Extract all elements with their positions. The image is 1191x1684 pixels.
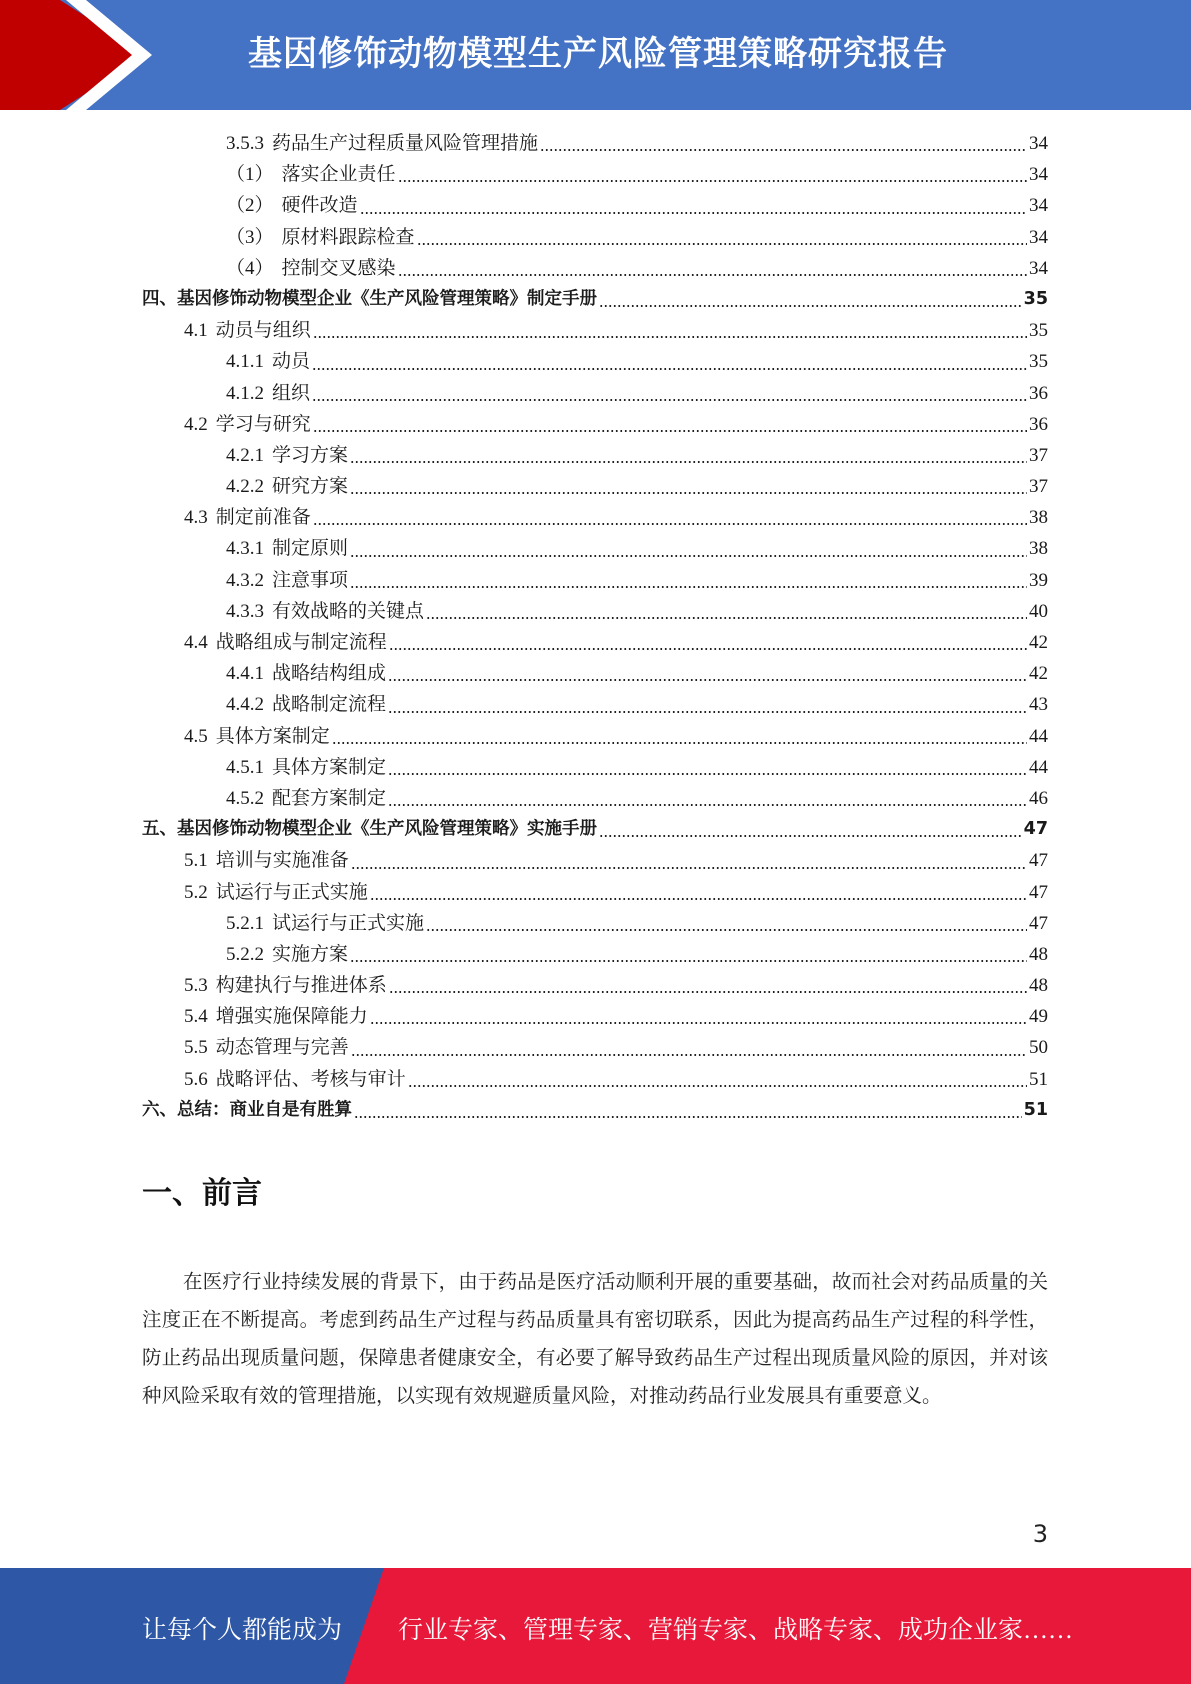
toc-entry-title: 学习方案 <box>272 444 349 466</box>
toc-dot-leader <box>350 960 1027 962</box>
toc-dot-leader <box>417 243 1027 245</box>
toc-entry-number: （3） <box>226 226 274 248</box>
toc-entry-title: 制定前准备 <box>215 507 311 529</box>
toc-entry[interactable] <box>142 689 1048 720</box>
toc-entry[interactable] <box>142 970 1048 1001</box>
toc-entry-number: 4.2.2 <box>226 476 264 498</box>
toc-entry-page: 47 <box>1029 912 1048 934</box>
toc-entry-number: 5.4 <box>184 1006 208 1028</box>
toc-entry-title: 组织 <box>272 382 311 404</box>
toc-entry-page: 39 <box>1029 569 1048 591</box>
toc-entry[interactable] <box>142 752 1048 783</box>
report-title: 基因修饰动物模型生产风险管理策略研究报告 <box>248 34 948 74</box>
toc-entry-page: 44 <box>1029 756 1048 778</box>
toc-dot-leader <box>351 867 1027 869</box>
toc-entry-number: 4.3 <box>184 507 208 529</box>
toc-entry-number: 4.1 <box>184 320 208 342</box>
header-banner <box>0 0 1191 110</box>
toc-entry[interactable] <box>142 565 1048 596</box>
toc-entry[interactable] <box>142 1032 1048 1063</box>
page-number: 3 <box>1032 1520 1048 1548</box>
toc-entry-number: 5.2 <box>184 881 208 903</box>
toc-entry-number: 5.2.2 <box>226 943 264 965</box>
toc-entry-number: 4.1.1 <box>226 351 264 373</box>
footer-slogan-left: 让每个人都能成为 <box>142 1617 343 1644</box>
toc-entry[interactable] <box>142 1064 1048 1095</box>
toc-entry-number: 4.5 <box>184 725 208 747</box>
toc-entry-page: 47 <box>1023 819 1048 840</box>
toc-dot-leader <box>360 212 1027 214</box>
toc-entry-title: 配套方案制定 <box>272 787 387 809</box>
toc-entry-title: 学习与研究 <box>215 413 311 435</box>
toc-entry[interactable] <box>142 222 1048 253</box>
toc-entry-page: 44 <box>1029 725 1048 747</box>
toc-dot-leader <box>388 679 1027 681</box>
toc-entry[interactable] <box>142 502 1048 533</box>
toc-dot-leader <box>354 1116 1022 1118</box>
toc-dot-leader <box>350 461 1027 463</box>
toc-entry[interactable] <box>142 908 1048 939</box>
toc-entry[interactable] <box>142 190 1048 221</box>
toc-entry-number: 4.5.2 <box>226 787 264 809</box>
toc-dot-leader <box>313 336 1027 338</box>
toc-entry-page: 37 <box>1029 476 1048 498</box>
toc-entry[interactable] <box>142 814 1048 845</box>
toc-entry[interactable] <box>142 159 1048 190</box>
toc-entry[interactable] <box>142 440 1048 471</box>
toc-entry-title: 四、基因修饰动物模型企业《生产风险管理策略》制定手册 <box>142 288 597 309</box>
toc-entry[interactable] <box>142 253 1048 284</box>
toc-entry-number: 4.3.2 <box>226 569 264 591</box>
toc-entry-page: 35 <box>1023 288 1048 309</box>
toc-entry-page: 48 <box>1029 943 1048 965</box>
toc-entry-title: 注意事项 <box>272 569 349 591</box>
toc-entry-page: 51 <box>1023 1099 1048 1120</box>
toc-dot-leader <box>370 898 1027 900</box>
toc-dot-leader <box>389 991 1027 993</box>
toc-entry-title: 原材料跟踪检查 <box>281 226 415 248</box>
toc-dot-leader <box>388 773 1027 775</box>
toc-entry-title: 试运行与正式实施 <box>272 912 425 934</box>
toc-entry-page: 49 <box>1029 1006 1048 1028</box>
toc-dot-leader <box>313 430 1027 432</box>
toc-entry-title: 具体方案制定 <box>215 725 330 747</box>
toc-entry-number: 4.3.3 <box>226 600 264 622</box>
toc-dot-leader <box>388 711 1027 713</box>
toc-entry-page: 36 <box>1029 413 1048 435</box>
toc-entry-title: 战略组成与制定流程 <box>215 632 387 653</box>
toc-entry-page: 34 <box>1029 195 1048 217</box>
toc-entry[interactable] <box>142 721 1048 752</box>
toc-entry[interactable] <box>142 1095 1048 1126</box>
toc-entry[interactable] <box>142 596 1048 627</box>
toc-entry-title: 药品生产过程质量风险管理措施 <box>272 133 539 154</box>
toc-dot-leader <box>332 742 1027 744</box>
footer-banner <box>0 1568 1191 1684</box>
toc-entry-page: 51 <box>1029 1068 1048 1090</box>
toc-entry-title: 具体方案制定 <box>272 756 387 778</box>
toc-entry[interactable] <box>142 627 1048 658</box>
toc-entry-page: 38 <box>1029 507 1048 529</box>
toc-entry-title: 动员 <box>272 351 311 373</box>
toc-entry[interactable] <box>142 1001 1048 1032</box>
toc-entry-number: 5.3 <box>184 975 208 997</box>
toc-entry[interactable] <box>142 284 1048 315</box>
toc-entry-page: 37 <box>1029 444 1048 466</box>
toc-dot-leader <box>599 305 1022 307</box>
toc-entry-title: 战略评估、考核与审计 <box>215 1068 406 1090</box>
toc-entry-page: 38 <box>1029 538 1048 560</box>
toc-entry-page: 47 <box>1029 881 1048 903</box>
toc-dot-leader <box>370 1022 1027 1024</box>
toc-entry[interactable] <box>142 939 1048 970</box>
toc-entry[interactable] <box>142 346 1048 377</box>
toc-entry-title: 研究方案 <box>272 476 349 498</box>
toc-dot-leader <box>313 523 1027 525</box>
toc-dot-leader <box>389 648 1027 650</box>
toc-entry-page: 40 <box>1029 600 1048 622</box>
toc-entry-page: 42 <box>1029 632 1048 653</box>
toc-entry-page: 43 <box>1029 694 1048 716</box>
toc-entry-number: 4.5.1 <box>226 756 264 778</box>
toc-entry-number: 4.2.1 <box>226 444 264 466</box>
toc-entry-title: 增强实施保障能力 <box>215 1006 368 1028</box>
toc-entry-title: 落实企业责任 <box>281 164 396 186</box>
toc-dot-leader <box>312 368 1027 370</box>
toc-entry[interactable] <box>142 845 1048 876</box>
toc-entry-number: 5.2.1 <box>226 912 264 934</box>
toc-entry-page: 34 <box>1029 164 1048 186</box>
toc-entry-title: 实施方案 <box>272 943 349 965</box>
footer-slogan-right: 行业专家、管理专家、营销专家、战略专家、成功企业家…… <box>398 1617 1074 1644</box>
toc-entry[interactable] <box>142 471 1048 502</box>
toc-entry-number: 5.5 <box>184 1037 208 1059</box>
toc-dot-leader <box>426 617 1027 619</box>
toc-dot-leader <box>350 586 1027 588</box>
toc-entry-page: 42 <box>1029 663 1048 685</box>
toc-entry[interactable] <box>142 128 1048 159</box>
toc-entry-number: 5.6 <box>184 1068 208 1090</box>
toc-entry-page: 34 <box>1029 257 1048 279</box>
toc-entry-number: （1） <box>226 164 274 186</box>
toc-entry-title: 构建执行与推进体系 <box>215 975 387 997</box>
toc-dot-leader <box>599 835 1022 837</box>
toc-entry-page: 35 <box>1029 320 1048 342</box>
toc-dot-leader <box>540 149 1027 151</box>
toc-entry-number: 4.4.1 <box>226 663 264 685</box>
toc-entry-title: 控制交叉感染 <box>281 257 396 279</box>
toc-entry-number: 3.5.3 <box>226 133 264 154</box>
toc-entry-page: 35 <box>1029 351 1048 373</box>
toc-entry-page: 48 <box>1029 975 1048 997</box>
toc-entry-title: 制定原则 <box>272 538 349 560</box>
toc-entry-title: 五、基因修饰动物模型企业《生产风险管理策略》实施手册 <box>142 819 597 840</box>
toc-entry-number: 4.4 <box>184 632 208 653</box>
toc-entry-title: 有效战略的关键点 <box>272 600 425 622</box>
toc-entry-title: 动态管理与完善 <box>215 1037 349 1059</box>
toc-entry-title: 战略制定流程 <box>272 694 387 716</box>
toc-entry[interactable] <box>142 533 1048 564</box>
toc-entry-title: 六、总结：商业自是有胜算 <box>142 1099 352 1120</box>
toc-entry-number: 4.2 <box>184 413 208 435</box>
toc-entry-number: 4.4.2 <box>226 694 264 716</box>
toc-entry-number: （4） <box>226 257 274 279</box>
toc-entry[interactable] <box>142 877 1048 908</box>
toc-dot-leader <box>350 492 1027 494</box>
toc-entry-number: （2） <box>226 195 274 217</box>
toc-entry-title: 动员与组织 <box>215 320 311 342</box>
toc-entry-page: 34 <box>1029 133 1048 154</box>
toc-entry[interactable] <box>142 658 1048 689</box>
toc-dot-leader <box>388 804 1027 806</box>
toc-entry-page: 50 <box>1029 1037 1048 1059</box>
toc-entry[interactable] <box>142 315 1048 346</box>
toc-entry-title: 试运行与正式实施 <box>215 881 368 903</box>
toc-entry-title: 硬件改造 <box>281 195 358 217</box>
toc-entry[interactable] <box>142 378 1048 409</box>
toc-entry-page: 36 <box>1029 382 1048 404</box>
toc-entry[interactable] <box>142 783 1048 814</box>
toc-dot-leader <box>408 1085 1027 1087</box>
toc-entry-page: 46 <box>1029 787 1048 809</box>
toc-entry-page: 47 <box>1029 850 1048 872</box>
toc-entry[interactable] <box>142 409 1048 440</box>
toc-entry-title: 培训与实施准备 <box>215 850 349 872</box>
section-paragraph: 在医疗行业持续发展的背景下，由于药品是医疗活动顺利开展的重要基础，故而社会对药品质量的关注度正在不断提高。考虑到药品生产过程与药品质量具有密切联系，因此为提高药品生产过程的科学性，防止药品出现质量问题，保障患者健康安全，有必要了解导致药品生产过程出现质量风险的原因，并对该种风险采取有效的管理措施，以实现有效规避质量风险，对推动药品行业发展具有重要意义。 <box>142 1272 1048 1407</box>
toc-entry-number: 4.1.2 <box>226 382 264 404</box>
toc-dot-leader <box>398 274 1027 276</box>
toc-entry-title: 战略结构组成 <box>272 663 387 685</box>
toc-dot-leader <box>398 180 1027 182</box>
toc-entry-page: 34 <box>1029 226 1048 248</box>
toc-entry-number: 4.3.1 <box>226 538 264 560</box>
toc-dot-leader <box>350 555 1027 557</box>
toc-dot-leader <box>351 1054 1027 1056</box>
toc-dot-leader <box>312 399 1027 401</box>
table-of-contents <box>142 128 1048 1126</box>
toc-dot-leader <box>426 929 1027 931</box>
toc-entry-number: 5.1 <box>184 850 208 872</box>
section-heading: 一、前言 <box>142 1176 262 1211</box>
